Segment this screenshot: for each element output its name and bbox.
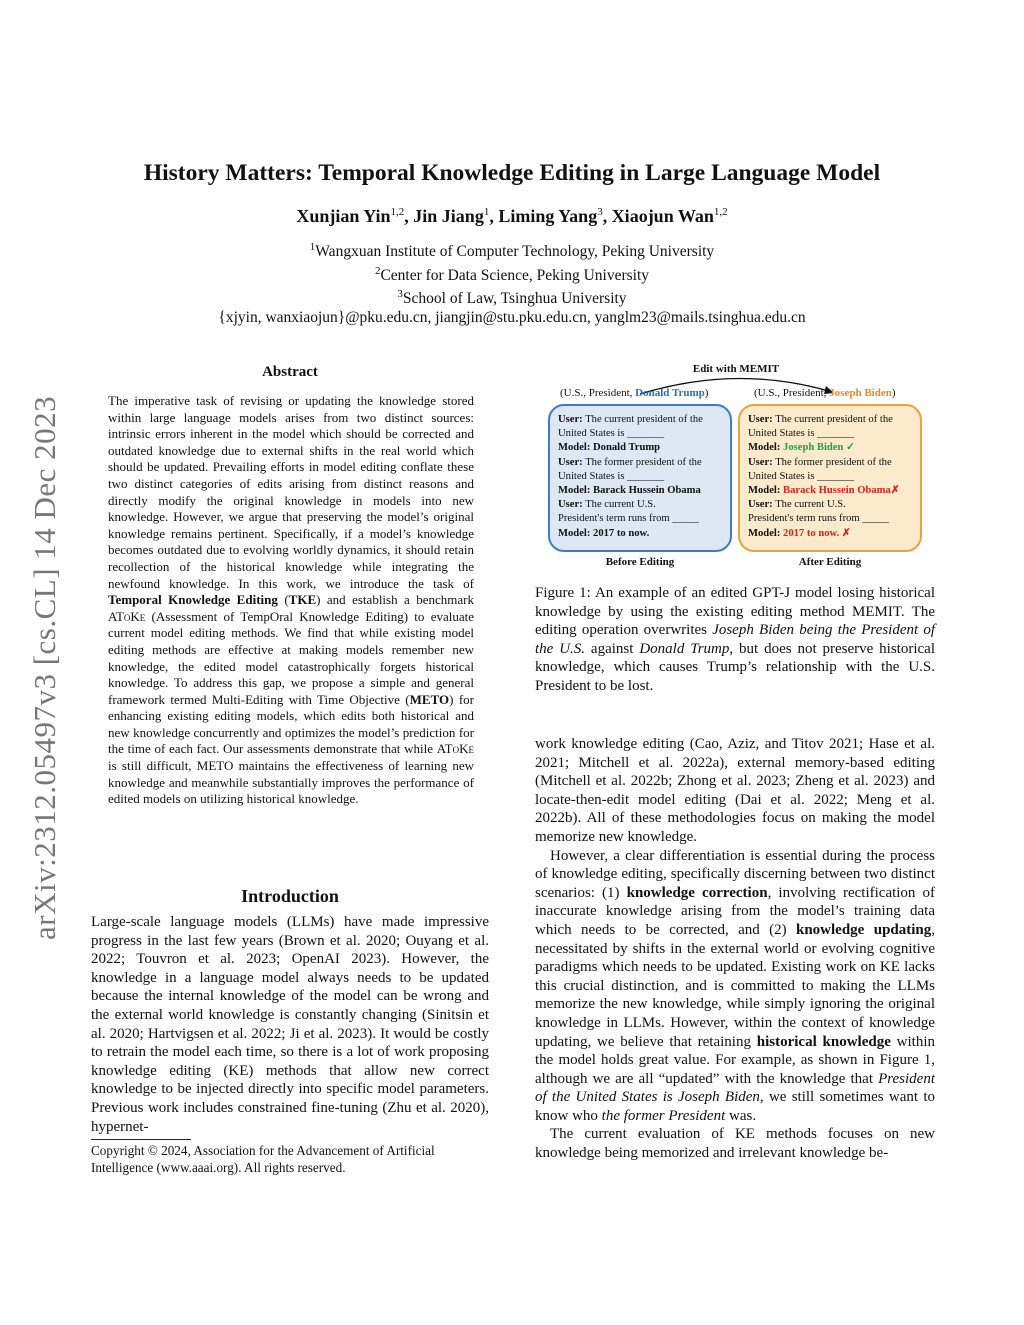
atoke-name: AToKe <box>108 608 146 624</box>
figure-1 <box>548 360 924 572</box>
before-triple: (U.S., President, Donald Trump) <box>560 387 709 399</box>
introduction-paragraph: Large-scale language models (LLMs) have made impressive progress in the last few years (Brown et al. 2020; Ouyang et al. 2022; Touvron et al. 2023; OpenAI 2023). However, the knowledge in a language model always needs to be updated because the internal knowledge of the model can be wrong and the external world knowledge is constantly changing (Sinitsin et al. 2020; Hartvigsen et al. 2022; Ji et al. 2023). It would be costly to retrain the model each time, so there is a lot of work proposing knowledge editing (KE) methods that allow new correct knowledge to be injected directly into specific model parameters. Previous work includes constrained fine-tuning (Zhu et al. 2020), hypernet- <box>91 914 489 1135</box>
arxiv-identifier: arXiv:2312.05497v3 [cs.CL] 14 Dec 2023 <box>27 395 62 940</box>
tke-abbr: TKE <box>288 592 317 608</box>
affiliation-number: 1 <box>309 241 316 253</box>
author-affiliation-mark: 3 <box>597 206 603 218</box>
abstract-body: The imperative task of revising or updating the knowledge stored within large language models arises from two distinct sources: intrinsic errors inherent in the model which should be corrected and outdated knowledge due to external shifts in the real world which should be updated. Prevailing efforts in model editing conflate these two distinct categories of edits arising from distinct reasons and directly modify the original knowledge in models into new knowledge. However, we argue that preserving the model’s original knowledge remains pertinent. Specifically, if a model’s knowledge becomes outdated due to evolving worldly dynamics, it should retain recollection of the historical knowledge while integrating the newfound knowledge. In this work, we introduce the task of Temporal Knowledge Editing (TKE) and establish a benchmark AToKe (Assessment of TempOral Knowledge Editing) to evaluate current model editing methods. We find that while existing model editing methods are effective at making models remember new knowledge, the edited model catastrophically forgets historical knowledge. To address this gap, we propose a simple and general framework termed Multi-Editing with Time Objective (METO) for enhancing existing editing models, which edits both historical and new knowledge concurrently and optimizes the model’s prediction for the time of each fact. Our assessments demonstrate that while AToKe is still difficult, METO maintains the effectiveness of learning new knowledge and meanwhile substantially improves the performance of edited models on utilizing historical knowledge. <box>108 393 474 807</box>
author-name: Xiaojun Wan <box>611 206 714 226</box>
introduction-paragraph: The current evaluation of KE methods focuses on new knowledge being memorized and irrelevant knowledge be- <box>535 1126 935 1162</box>
cross-icon: ✗ <box>890 485 900 497</box>
abstract-text: ) and establish a benchmark <box>316 592 474 608</box>
author-affiliation-mark: 1,2 <box>713 206 728 218</box>
meto-expansion: Multi-Editing with Time Objective <box>211 691 400 707</box>
figure-caption: Figure 1: An example of an edited GPT-J model losing historical knowledge by using the existing editing method MEMIT. The editing operation overwrites Joseph Biden being the President of the U.S. against Donald Trump, but does not preserve historical knowledge, which causes Trump’s relationship with the U.S. President to be lost. <box>535 585 936 694</box>
author-list: Xunjian Yin$^{1,2}$, Jin Jiang$^1$, Liming Yang$^3$, Xiaojun Wan$^{1,2}$ <box>296 206 728 226</box>
cross-icon: ✗ <box>841 527 851 539</box>
before-editing-box: User: The current president of the United States is _______ Model: Donald Trump User: The former president of the United States is _______ Model: Barack Hussein Obama User: The current U.S. President's term runs from _____ Model: 2017 to now. <box>548 404 732 552</box>
meto-abbr: METO <box>409 691 450 707</box>
before-editing-label: Before Editing <box>605 556 675 568</box>
introduction-paragraph: However, a clear differentiation is essential during the process of knowledge editing, specifically discerning between two distinct scenarios: (1) knowledge correction, involving rectification of inaccurate knowledge arising from the model’s training data which needs to be corrected, and (2) knowledge updating, necessitated by shifts in the external world or evolving cognitive paradigms which needs to be updated. Existing work on KE lacks this crucial distinction, and is committed to making the LLMs memorize the new knowledge, while simply ignoring the original knowledge in LLMs. However, within the context of knowledge updating, we believe that retaining historical knowledge within the model holds great value. For example, as shown in Figure 1, although we are all “updated” with the knowledge that President of the United States is Joseph Biden, we still sometimes want to know who the former President was. <box>535 847 936 1124</box>
affiliation-text: School of Law, Tsinghua University <box>402 290 627 308</box>
atoke-name: AToKe <box>436 741 474 757</box>
knowledge-updating-term: knowledge updating <box>796 921 932 938</box>
check-icon: ✓ <box>846 442 855 454</box>
affiliation-text: Center for Data Science, Peking University <box>380 266 650 284</box>
author-name: Xunjian Yin <box>296 206 391 226</box>
atoke-expansion: Assessment of TempOral Knowledge Editing <box>155 608 404 624</box>
after-editing-label: After Editing <box>798 556 862 568</box>
introduction-paragraph: work knowledge editing (Cao, Aziz, and Titov 2021; Hase et al. 2021; Mitchell et al. 2022a), external memory-based editing (Mitchell et al. 2022b; Zhong et al. 2023; Zheng et al. 2023) and locate-then-edit model editing (Dai et al. 2022; Meng et al. 2022b). All of these methodologies focus on making the model memorize new knowledge. <box>535 736 935 845</box>
author-name: Jin Jiang <box>413 206 484 226</box>
tke-term: Temporal Knowledge Editing <box>108 592 278 608</box>
knowledge-correction-term: knowledge correction <box>626 884 768 901</box>
paper-title: History Matters: Temporal Knowledge Editing in Large Language Model <box>143 160 881 186</box>
entity-donald-trump: Donald Trump <box>635 387 705 399</box>
affiliation-number: 3 <box>397 288 403 301</box>
affiliation-text: Wangxuan Institute of Computer Technology, Peking University <box>315 243 715 261</box>
answer-former-president: Barack Hussein Obama <box>593 485 701 497</box>
answer-current-president: Donald Trump <box>593 442 661 454</box>
footnote-rule <box>91 1139 191 1140</box>
abstract-text: ( <box>145 608 156 624</box>
author-affiliation-mark: 1 <box>483 206 490 218</box>
answer-former-president: Barack Hussein Obama <box>783 485 891 497</box>
author-emails: {xjyin, wanxiaojun}@pku.edu.cn, jiangjin@stu.pku.edu.cn, yanglm23@mails.tsinghua.edu.cn <box>218 308 806 326</box>
entity-joseph-biden: Joseph Biden <box>829 387 892 399</box>
introduction-left-column <box>91 913 489 1136</box>
abstract-text: The imperative task of revising or updating the knowledge stored within large language models arises from two distinct sources: intrinsic errors inherent in the model which should be corrected and outdated knowledge due to external shifts in the real world which should be updated. Prevailing efforts in model editing conflate these two distinct categories of edits arising from distinct reasons and directly modify the original knowledge in models into new knowledge. However, we argue that preserving the model’s original knowledge remains pertinent. Specifically, if a model’s knowledge becomes outdated due to evolving worldly dynamics, it should retain recollection of the historical knowledge while integrating the newfound knowledge. In this work, we introduce the task of <box>108 393 474 591</box>
copyright-footnote: Copyright © 2024, Association for the Advancement of Artificial Intelligence (www.aaai.org). All rights reserved. <box>91 1143 435 1175</box>
abstract-heading: Abstract <box>262 364 318 380</box>
answer-current-president: Joseph Biden <box>783 442 844 454</box>
historical-knowledge-term: historical knowledge <box>756 1033 891 1050</box>
after-triple: (U.S., President, Joseph Biden) <box>754 387 896 399</box>
after-editing-box: User: The current president of the United States is _______ Model: Joseph Biden ✓ User: The former president of the United States is _______ Model: Barack Hussein Obama✗ User: The current U.S. President's term runs from _____ Model: 2017 to now. ✗ <box>738 404 922 552</box>
answer-term: 2017 to now. <box>783 527 840 539</box>
affiliation-number: 2 <box>374 264 381 277</box>
abstract-text: ) for enhancing existing editing models, which edits both historical and new knowledge concurrently and optimizes the model’s prediction for the time of each fact. Our assessments demonstrate that while <box>108 691 474 757</box>
author-name: Liming Yang <box>498 206 598 226</box>
introduction-right-column <box>535 735 935 1163</box>
introduction-heading: Introduction <box>241 886 339 906</box>
affiliations <box>80 238 944 327</box>
abstract-text: ) to evaluate current model editing methods. We find that while existing model editing methods are effective at making models remember new knowledge, the edited model catastrophically forgets historical knowledge. To address this gap, we propose a simple and general framework termed <box>108 608 474 707</box>
author-affiliation-mark: 1,2 <box>390 206 405 218</box>
answer-term: 2017 to now. <box>593 527 650 539</box>
edit-with-memit-label: Edit with MEMIT <box>692 363 780 375</box>
abstract-text: is still difficult, METO maintains the effectiveness of learning new knowledge and meanwhile substantially improves the performance of edited models on utilizing historical knowledge. <box>108 758 474 807</box>
